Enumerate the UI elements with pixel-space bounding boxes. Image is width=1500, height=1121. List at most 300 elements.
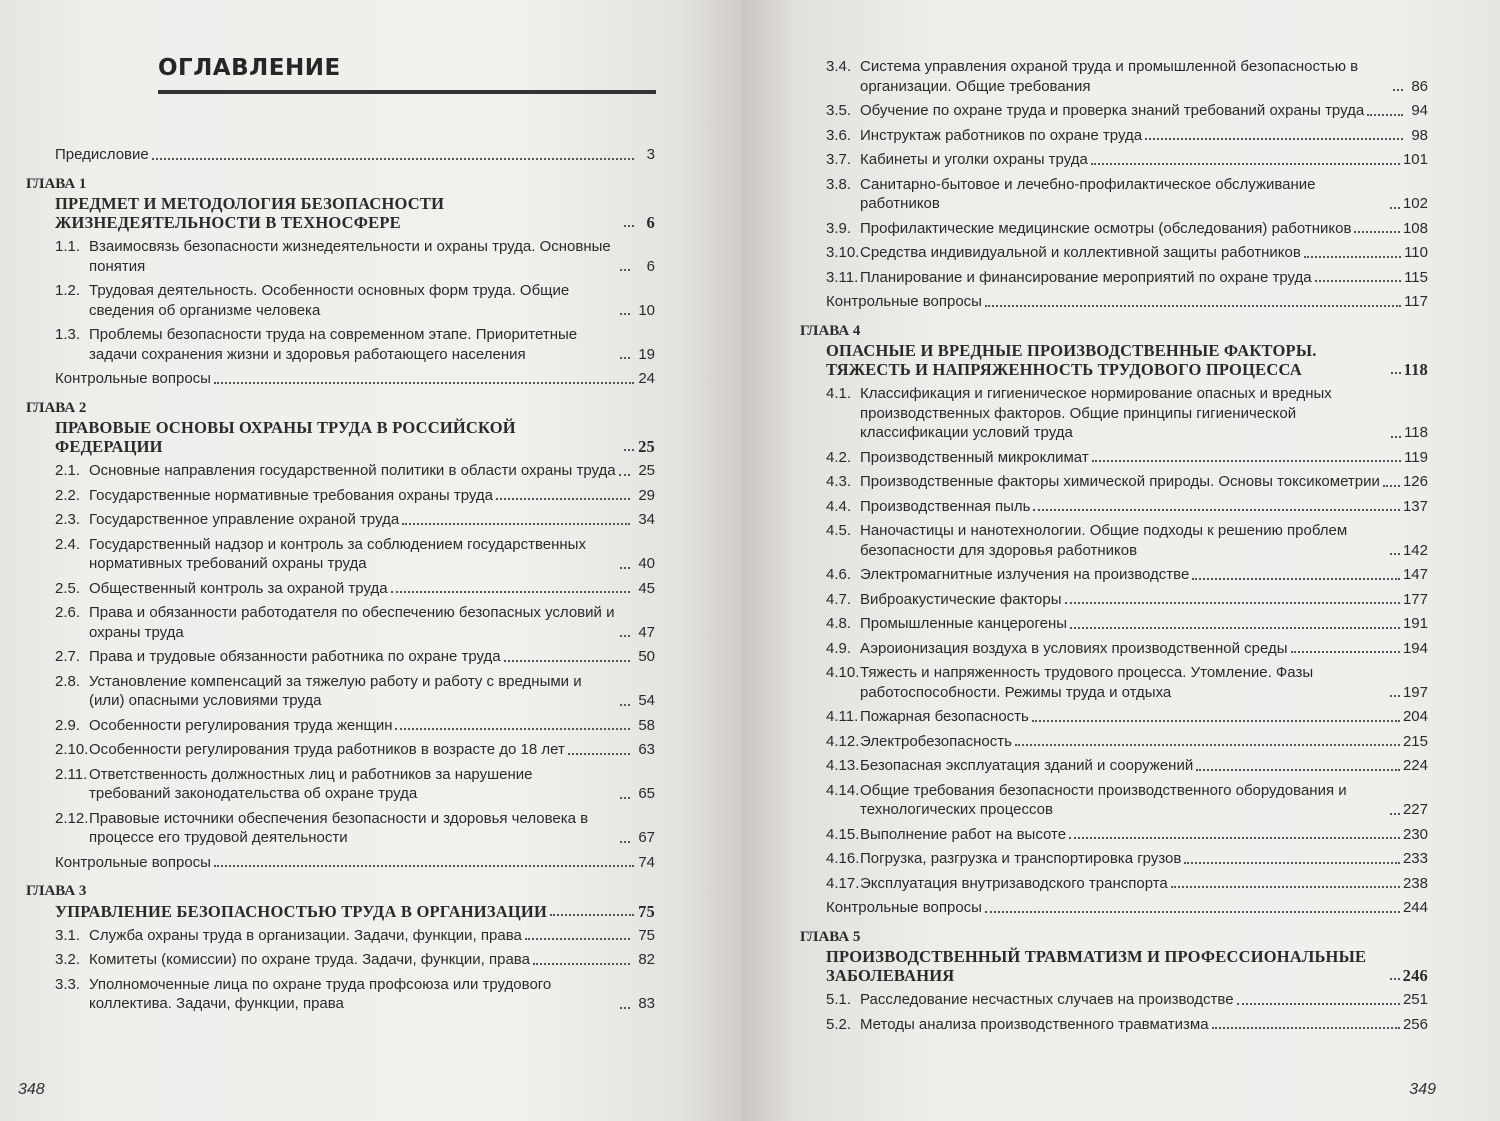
toc-entry-number: 1.3.: [55, 326, 81, 343]
toc-entry-page: 224: [1402, 757, 1428, 774]
toc-entry-page: 233: [1402, 850, 1428, 867]
toc-entry-page: 83: [638, 995, 655, 1012]
review-questions-page: 24: [638, 370, 655, 387]
toc-heading: ОГЛАВЛЕНИЕ: [158, 55, 656, 94]
toc-entry-body: [89, 950, 655, 970]
toc-entry-page: 102: [1402, 195, 1428, 212]
toc-entry-number: 2.10.: [55, 741, 89, 758]
toc-entry-body: [860, 639, 1428, 659]
dot-leader: [402, 522, 630, 525]
toc-entry-number: 2.2.: [55, 486, 81, 504]
toc-entry: [55, 647, 655, 667]
toc-entry: [826, 874, 1428, 894]
dot-leader: [1391, 371, 1401, 374]
dot-leader: [620, 566, 630, 569]
toc-entry-page: 142: [1402, 541, 1428, 559]
toc-entry-page: 98: [1411, 126, 1428, 144]
toc-entry-body: [89, 510, 655, 530]
toc-entry-page: 108: [1402, 219, 1428, 237]
toc-entry: [826, 219, 1428, 239]
toc-entry-number: 4.5.: [826, 522, 852, 539]
chapter-page: 6: [646, 213, 655, 232]
toc-entry-page: 75: [638, 926, 655, 944]
toc-entry-number: 2.5.: [55, 579, 81, 597]
toc-entry-number: 3.8.: [826, 175, 852, 193]
toc-entry-page: 6: [646, 257, 655, 275]
toc-entry: [55, 281, 655, 320]
dot-leader: [620, 268, 630, 271]
toc-entry-page: 19: [638, 345, 655, 363]
toc-entry-number: 3.10.: [826, 244, 860, 261]
toc-entry: [826, 614, 1428, 634]
toc-entry-body: [860, 707, 1428, 727]
toc-entry-page: 29: [638, 486, 655, 504]
toc-entry-title: Промышленные канцерогены: [860, 615, 1068, 632]
review-questions: [826, 292, 1428, 312]
toc-entry-number: 2.4.: [55, 535, 81, 553]
dot-leader: [985, 304, 1401, 307]
toc-entry: [55, 510, 655, 530]
review-questions-title: Контрольные вопросы: [826, 899, 982, 916]
toc-entry-body: [860, 756, 1428, 776]
toc-entry-title: Пожарная безопасность: [860, 708, 1029, 725]
toc-entry-title: Классификация и гигиеническое нормирование опасных и вредных производственных факторов. Общие принципы гигиенической классификации условий труда: [860, 385, 1332, 441]
dot-leader: [1092, 459, 1401, 462]
toc-entry-title: Государственный надзор и контроль за соблюдением государственных нормативных требований охраны труда: [89, 535, 586, 572]
chapter-page: 75: [638, 901, 655, 921]
toc-entry-page: 34: [638, 511, 655, 528]
review-questions-page: 244: [1402, 899, 1428, 916]
chapter-page: 246: [1402, 966, 1428, 985]
toc-entry-page: 54: [638, 692, 655, 709]
toc-entry-page: 251: [1402, 991, 1428, 1008]
toc-entry: [826, 732, 1428, 752]
dot-leader: [1065, 601, 1400, 604]
chapter-title: ОПАСНЫЕ И ВРЕДНЫЕ ПРОИЗВОДСТВЕННЫЕ ФАКТОРЫ. ТЯЖЕСТЬ И НАПРЯЖЕННОСТЬ ТРУДОВОГО ПРОЦЕССА: [826, 341, 1317, 379]
chapter-title-row: [826, 947, 1428, 985]
toc-entry-page: 177: [1402, 590, 1428, 608]
dot-leader: [1015, 743, 1400, 746]
dot-leader: [214, 864, 634, 867]
dot-leader: [504, 659, 630, 662]
toc-entry-body: [860, 781, 1428, 820]
toc-entry-body: [89, 486, 655, 506]
toc-entry: [826, 756, 1428, 776]
toc-entry-number: 4.10.: [826, 664, 860, 681]
toc-entry: [826, 175, 1428, 214]
toc-entry-body: [860, 497, 1428, 517]
toc-entry-title: Кабинеты и уголки охраны труда: [860, 151, 1088, 168]
toc-entry-body: [860, 150, 1428, 170]
toc-entry-title: Наночастицы и нанотехнологии. Общие подходы к решению проблем безопасности для здоровья работников: [860, 522, 1348, 559]
toc-entry: [55, 486, 655, 506]
dot-leader: [620, 1006, 630, 1009]
chapter-title-row: [55, 418, 655, 456]
dot-leader: [1032, 719, 1400, 722]
toc-entry-body: [860, 384, 1428, 443]
toc-entry-number: 2.8.: [55, 672, 81, 690]
toc-entry-page: 65: [638, 785, 655, 802]
toc-entry-body: [89, 281, 655, 320]
toc-entry: [826, 472, 1428, 492]
right-page: [742, 0, 1500, 1121]
toc-entry: [826, 1015, 1428, 1035]
toc-entry-page: 227: [1402, 801, 1428, 818]
toc-entry-number: 3.6.: [826, 126, 852, 144]
toc-entry-number: 4.4.: [826, 497, 852, 515]
toc-entry-title: Обучение по охране труда и проверка знаний требований охраны труда: [860, 102, 1365, 119]
toc-entry-body: [860, 663, 1428, 702]
review-questions: [826, 898, 1428, 918]
toc-entry-body: [860, 590, 1428, 610]
review-questions: [55, 853, 655, 873]
dot-leader: [1391, 435, 1401, 438]
chapter-label: ГЛАВА 1: [26, 175, 87, 192]
toc-entry-body: [860, 732, 1428, 752]
toc-entry-body: [89, 325, 655, 364]
review-questions-title: Контрольные вопросы: [55, 853, 211, 871]
dot-leader: [1367, 113, 1403, 116]
chapter-label: ГЛАВА 5: [800, 928, 861, 945]
review-questions-page: 117: [1404, 293, 1428, 310]
toc-entry: [826, 781, 1428, 820]
toc-entry-title: Права и обязанности работодателя по обеспечению безопасных условий и охраны труда: [89, 604, 615, 641]
toc-entry-page: 25: [638, 462, 655, 479]
toc-entry: [55, 579, 655, 599]
chapter-title: ПРАВОВЫЕ ОСНОВЫ ОХРАНЫ ТРУДА В РОССИЙСКОЙ ФЕДЕРАЦИИ: [55, 418, 516, 456]
toc-entry-body: [860, 1015, 1428, 1035]
toc-entry: [826, 639, 1428, 659]
toc-entry-title: Общественный контроль за охраной труда: [89, 579, 388, 597]
toc-entry: [826, 497, 1428, 517]
toc-entry-page: 47: [638, 623, 655, 641]
toc-entry-page: 50: [638, 648, 655, 665]
toc-entry-number: 3.1.: [55, 926, 81, 944]
dot-leader: [1212, 1026, 1400, 1029]
toc-entry-title: Погрузка, разгрузка и транспортировка грузов: [860, 850, 1182, 867]
toc-entry-title: Система управления охраной труда и промышленной безопасностью в организации. Общие требования: [860, 58, 1359, 95]
toc-entry-body: [89, 461, 655, 481]
toc-entry-title: Безопасная эксплуатация зданий и сооружений: [860, 757, 1194, 774]
dot-leader: [1145, 137, 1403, 140]
dot-leader: [624, 448, 634, 451]
toc-entry: [55, 950, 655, 970]
dot-leader: [152, 157, 634, 160]
toc-entry-number: 2.7.: [55, 648, 81, 665]
dot-leader: [1315, 279, 1401, 282]
toc-entry-body: [860, 825, 1428, 845]
toc-entry: [826, 849, 1428, 869]
toc-entry: [826, 707, 1428, 727]
dot-leader: [620, 840, 630, 843]
toc-entry: [826, 150, 1428, 170]
toc-entry-page: 94: [1411, 102, 1428, 119]
toc-entry-body: [860, 126, 1428, 146]
toc-entry-number: 2.12.: [55, 809, 89, 827]
toc-entry-number: 1.2.: [55, 282, 81, 299]
toc-entry: [826, 57, 1428, 96]
toc-entry-page: 118: [1404, 424, 1428, 441]
toc-entry-title: Санитарно-бытовое и лечебно-профилактическое обслуживание работников: [860, 175, 1316, 212]
toc-entry-page: 86: [1411, 77, 1428, 95]
toc-entry-title: Взаимосвязь безопасности жизнедеятельности и охраны труда. Основные понятия: [89, 238, 611, 275]
toc-entry-title: Планирование и финансирование мероприятий по охране труда: [860, 268, 1312, 286]
toc-entry-number: 5.2.: [826, 1015, 852, 1033]
toc-entry-page: 137: [1402, 497, 1428, 515]
dot-leader: [1237, 1002, 1400, 1005]
toc-entry-title: Расследование несчастных случаев на производстве: [860, 991, 1234, 1008]
toc-entry-body: [860, 219, 1428, 239]
toc-entry-page: 191: [1402, 615, 1428, 632]
toc-entry: [826, 126, 1428, 146]
toc-entry: [826, 243, 1428, 263]
chapter-page: 118: [1403, 360, 1428, 379]
toc-entry-body: [860, 175, 1428, 214]
toc-entry-page: 115: [1404, 268, 1428, 286]
dot-leader: [1069, 836, 1400, 839]
toc-entry-page: 256: [1402, 1015, 1428, 1033]
toc-entry-number: 2.3.: [55, 511, 81, 528]
toc-entry-body: [89, 740, 655, 760]
dot-leader: [568, 752, 630, 755]
toc-entry-title: Установление компенсаций за тяжелую работу и работу с вредными и (или) опасными условиями труда: [89, 672, 582, 709]
toc-entry-title: Служба охраны труда в организации. Задачи, функции, права: [89, 926, 522, 944]
toc-entry-title: Проблемы безопасности труда на современном этапе. Приоритетные задачи сохранения жизни и здоровья работающего населения: [89, 326, 578, 363]
toc-entry-number: 4.11.: [826, 708, 859, 725]
dot-leader: [1383, 484, 1400, 487]
toc-entry: [826, 448, 1428, 468]
toc-entry: [826, 101, 1428, 121]
toc-entry-body: [860, 57, 1428, 96]
dot-leader: [496, 497, 630, 500]
toc-entry-body: [860, 874, 1428, 894]
review-questions-title: Контрольные вопросы: [55, 370, 211, 387]
toc-entry: [55, 740, 655, 760]
toc-entry-number: 2.1.: [55, 462, 81, 479]
left-toc-column: [26, 145, 655, 1019]
toc-entry-page: 82: [638, 951, 655, 968]
toc-entry-body: [89, 603, 655, 642]
toc-entry-title: Комитеты (комиссии) по охране труда. Задачи, функции, права: [89, 951, 530, 968]
toc-entry-page: 238: [1402, 874, 1428, 892]
toc-entry: [55, 603, 655, 642]
toc-entry-number: 2.9.: [55, 716, 81, 734]
preface-page: 3: [646, 146, 655, 163]
chapter-title: УПРАВЛЕНИЕ БЕЗОПАСНОСТЬЮ ТРУДА В ОРГАНИЗАЦИИ: [55, 901, 547, 921]
dot-leader: [1390, 206, 1400, 209]
toc-entry-page: 67: [638, 829, 655, 846]
toc-entry-body: [89, 535, 655, 574]
toc-entry-body: [89, 926, 655, 946]
toc-entry-title: Общие требования безопасности производственного оборудования и технологических процессов: [860, 781, 1347, 818]
dot-leader: [1390, 812, 1400, 815]
toc-entry-title: Государственные нормативные требования охраны труда: [89, 486, 494, 504]
chapter-title: ПРЕДМЕТ И МЕТОДОЛОГИЯ БЕЗОПАСНОСТИ ЖИЗНЕДЕЯТЕЛЬНОСТИ В ТЕХНОСФЕРЕ: [55, 194, 445, 232]
left-page: [0, 0, 742, 1121]
dot-leader: [619, 473, 630, 476]
toc-entry: [55, 672, 655, 711]
toc-entry-body: [860, 101, 1428, 121]
dot-leader: [1304, 255, 1401, 258]
chapter-title-row: [55, 194, 655, 232]
toc-entry-title: Уполномоченные лица по охране труда профсоюза или трудового коллектива. Задачи, функции, права: [89, 975, 552, 1012]
toc-entry-page: 230: [1402, 825, 1428, 843]
toc-entry-title: Особенности регулирования труда женщин: [89, 716, 393, 734]
toc-entry-page: 10: [638, 301, 655, 319]
page-number-left: 348: [18, 1081, 45, 1098]
toc-entry-body: [860, 849, 1428, 869]
preface-title: Предисловие: [55, 146, 149, 163]
dot-leader: [214, 381, 634, 384]
toc-entry-body: [860, 472, 1428, 492]
toc-entry-page: 45: [638, 579, 655, 597]
review-questions: [55, 369, 655, 389]
toc-entry-page: 119: [1404, 448, 1428, 466]
toc-entry-body: [89, 765, 655, 804]
toc-entry-body: [860, 565, 1428, 585]
toc-entry-body: [860, 521, 1428, 560]
toc-entry-body: [89, 716, 655, 736]
toc-entry-title: Аэроионизация воздуха в условиях производственной среды: [860, 639, 1288, 657]
chapter-label: ГЛАВА 4: [800, 322, 861, 339]
dot-leader: [1393, 88, 1403, 91]
dot-leader: [1390, 552, 1400, 555]
dot-leader: [1171, 885, 1400, 888]
toc-entry: [826, 384, 1428, 443]
dot-leader: [1196, 768, 1400, 771]
toc-entry-page: 197: [1402, 683, 1428, 701]
dot-leader: [620, 634, 630, 637]
toc-entry-title: Права и трудовые обязанности работника по охране труда: [89, 648, 501, 665]
toc-entry-number: 4.9.: [826, 639, 852, 657]
dot-leader: [620, 312, 630, 315]
toc-entry-title: Инструктаж работников по охране труда: [860, 126, 1143, 144]
toc-entry-number: 4.14.: [826, 781, 860, 799]
toc-entry: [55, 809, 655, 848]
toc-entry-number: 4.2.: [826, 448, 852, 466]
toc-entry-title: Методы анализа производственного травматизма: [860, 1015, 1209, 1033]
toc-entry: [55, 716, 655, 736]
dot-leader: [1390, 694, 1400, 697]
dot-leader: [1033, 508, 1399, 511]
toc-entry: [826, 521, 1428, 560]
toc-entry-number: 3.3.: [55, 975, 81, 993]
dot-leader: [1390, 977, 1400, 980]
toc-entry-number: 3.4.: [826, 58, 852, 75]
toc-entry-title: Электромагнитные излучения на производстве: [860, 566, 1190, 583]
dot-leader: [1184, 861, 1400, 864]
toc-entry-number: 4.3.: [826, 473, 852, 490]
toc-entry-title: Эксплуатация внутризаводского транспорта: [860, 874, 1168, 892]
dot-leader: [620, 796, 630, 799]
chapter-title-row: [826, 341, 1428, 379]
toc-entry-body: [89, 975, 655, 1014]
dot-leader: [525, 937, 630, 940]
toc-entry-title: Производственный микроклимат: [860, 448, 1089, 466]
toc-entry-number: 2.11.: [55, 765, 88, 783]
toc-entry-body: [860, 243, 1428, 263]
toc-entry-body: [89, 809, 655, 848]
toc-entry-number: 2.6.: [55, 604, 81, 621]
dot-leader: [391, 590, 630, 593]
toc-entry-number: 5.1.: [826, 991, 852, 1008]
toc-entry-body: [89, 647, 655, 667]
toc-entry: [826, 268, 1428, 288]
toc-entry-number: 4.12.: [826, 732, 860, 750]
toc-entry: [55, 535, 655, 574]
toc-entry-title: Особенности регулирования труда работников в возрасте до 18 лет: [89, 741, 565, 758]
toc-entry-number: 3.11.: [826, 268, 859, 286]
toc-entry-title: Правовые источники обеспечения безопасности и здоровья человека в процессе его трудовой деятельности: [89, 809, 589, 846]
toc-entry-page: 101: [1402, 151, 1428, 168]
preface: [55, 145, 655, 165]
toc-entry-page: 204: [1402, 708, 1428, 725]
toc-entry: [826, 990, 1428, 1010]
toc-entry: [55, 926, 655, 946]
toc-entry-number: 1.1.: [55, 238, 81, 255]
toc-entry-page: 147: [1402, 566, 1428, 583]
toc-entry-body: [860, 268, 1428, 288]
toc-entry-number: 3.9.: [826, 219, 852, 237]
dot-leader: [985, 910, 1400, 913]
toc-entry: [826, 565, 1428, 585]
toc-entry: [55, 975, 655, 1014]
toc-entry-number: 4.1.: [826, 385, 852, 402]
toc-entry-body: [860, 614, 1428, 634]
toc-entry-title: Государственное управление охраной труда: [89, 511, 400, 528]
dot-leader: [624, 224, 634, 227]
chapter-title-row: [55, 902, 655, 921]
toc-entry: [55, 461, 655, 481]
chapter-title: ПРОИЗВОДСТВЕННЫЙ ТРАВМАТИЗМ И ПРОФЕССИОНАЛЬНЫЕ ЗАБОЛЕВАНИЯ: [826, 947, 1367, 985]
review-questions-page: 74: [638, 853, 655, 871]
toc-entry-number: 4.15.: [826, 825, 860, 843]
review-questions-title: Контрольные вопросы: [826, 293, 982, 310]
page-number-right: 349: [1409, 1081, 1436, 1098]
toc-entry-title: Профилактические медицинские осмотры (обследования) работников: [860, 219, 1352, 237]
toc-entry-title: Производственная пыль: [860, 497, 1031, 515]
toc-entry-number: 4.16.: [826, 850, 860, 867]
right-toc-column: [800, 57, 1428, 1039]
chapter-label: ГЛАВА 2: [26, 399, 87, 416]
dot-leader: [1192, 577, 1400, 580]
dot-leader: [550, 913, 634, 916]
toc-entry-number: 4.6.: [826, 566, 852, 583]
dot-leader: [620, 356, 630, 359]
toc-entry-page: 40: [638, 555, 655, 572]
toc-entry-body: [860, 448, 1428, 468]
toc-entry-body: [89, 237, 655, 276]
toc-entry-title: Электробезопасность: [860, 732, 1012, 750]
toc-entry-title: Тяжесть и напряженность трудового процесса. Утомление. Фазы работоспособности. Режимы труда и отдыха: [860, 664, 1314, 701]
toc-entry: [826, 590, 1428, 610]
toc-entry: [826, 825, 1428, 845]
toc-entry-title: Трудовая деятельность. Особенности основных форм труда. Общие сведения об организме человека: [89, 282, 570, 319]
dot-leader: [1354, 230, 1400, 233]
toc-entry-page: 58: [638, 716, 655, 734]
toc-entry: [55, 237, 655, 276]
dot-leader: [1091, 162, 1400, 165]
dot-leader: [620, 703, 630, 706]
toc-entry-page: 63: [638, 741, 655, 758]
toc-entry-title: Ответственность должностных лиц и работников за нарушение требований законодательства об охране труда: [89, 765, 533, 802]
dot-leader: [1291, 650, 1400, 653]
toc-entry-number: 4.17.: [826, 874, 860, 892]
toc-entry-number: 4.8.: [826, 615, 852, 632]
toc-entry-number: 3.5.: [826, 102, 852, 119]
toc-entry-body: [89, 672, 655, 711]
toc-entry: [826, 663, 1428, 702]
